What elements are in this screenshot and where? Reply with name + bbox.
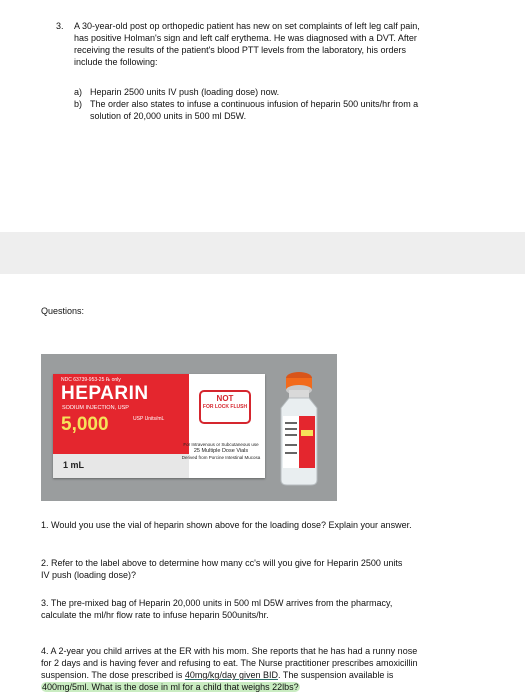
order-letter: a) bbox=[74, 87, 83, 97]
brand-subtitle: SODIUM INJECTION, USP bbox=[62, 405, 129, 411]
order-text: The order also states to infuse a continuous infusion of heparin 500 units/hr from a bbox=[90, 99, 419, 109]
ndc-code: NDC 63739-953-25 ℞ only bbox=[61, 377, 121, 383]
order-letter: b) bbox=[74, 99, 83, 109]
question-line: 3. The pre-mixed bag of Heparin 20,000 units in 500 ml D5W arrives from the pharmacy, bbox=[41, 598, 393, 608]
order-text: Heparin 2500 units IV push (loading dose) now. bbox=[90, 87, 280, 97]
question-line: for 2 days and is having fever and refusing to eat. The Nurse practitioner prescribes amoxicillin bbox=[41, 658, 418, 668]
source-label: Derived from Porcine Intestinal Mucosa bbox=[181, 454, 261, 460]
problem-number: 3. bbox=[56, 21, 64, 31]
underlined-dose: 40mg/kg/day given BID bbox=[184, 670, 278, 680]
question-line: 4. A 2-year you child arrives at the ER with his mom. She reports that he has had a runny nose bbox=[41, 646, 418, 656]
highlighted-question: 400mg/5ml. What is the dose in ml for a child that weighs 22lbs? bbox=[42, 682, 299, 692]
order-item bbox=[74, 86, 474, 98]
problem-line: receiving the results of the patient's blood PTT levels from the laboratory, his orders bbox=[74, 45, 407, 55]
heparin-product-image bbox=[41, 354, 337, 501]
lock-flush-label: FOR LOCK FLUSH bbox=[202, 404, 248, 410]
problem-line: has positive Holman's sign and left calf erythema. He was diagnosed with a DVT. After bbox=[74, 33, 417, 43]
order-item bbox=[74, 98, 474, 122]
volume-label: 1 mL bbox=[63, 460, 85, 470]
page-divider bbox=[0, 232, 525, 274]
not-for-lock-flush-badge bbox=[199, 390, 251, 424]
page-top bbox=[0, 0, 525, 232]
question-text: . The suspension available is bbox=[277, 670, 394, 680]
brand-name: HEPARIN bbox=[61, 383, 149, 404]
order-list bbox=[74, 86, 474, 122]
package-label: 25 Multiple Dose Vials bbox=[193, 447, 249, 454]
question-1 bbox=[41, 519, 481, 531]
question-line: 1. Would you use the vial of heparin shown above for the loading dose? Explain your answer. bbox=[41, 520, 412, 530]
problem-line: include the following: bbox=[74, 57, 158, 67]
strength-value: 5,000 bbox=[61, 414, 109, 435]
questions-heading: Questions: bbox=[41, 306, 85, 316]
not-label: NOT bbox=[216, 394, 234, 403]
question-3 bbox=[41, 597, 481, 621]
problem-line: A 30-year-old post op orthopedic patient has new on set complaints of left leg calf pain, bbox=[74, 21, 420, 31]
problem-statement bbox=[74, 20, 474, 68]
question-2 bbox=[41, 557, 481, 581]
heparin-carton bbox=[53, 374, 265, 478]
vial-icon bbox=[277, 368, 321, 486]
question-line: IV push (loading dose)? bbox=[41, 570, 137, 580]
order-text: solution of 20,000 units in 500 ml D5W. bbox=[90, 111, 247, 121]
question-text: suspension. The dose prescribed is bbox=[41, 670, 185, 680]
question-line bbox=[41, 669, 481, 681]
strength-units: USP Units/mL bbox=[133, 416, 165, 422]
carton-info bbox=[179, 442, 263, 460]
question-4 bbox=[41, 645, 481, 693]
route-label: For Intravenous or Subcutaneous use bbox=[183, 442, 259, 447]
question-line: 2. Refer to the label above to determine how many cc's will you give for Heparin 2500 units bbox=[41, 558, 403, 568]
question-line bbox=[41, 681, 481, 693]
question-line: calculate the ml/hr flow rate to infuse heparin 500units/hr. bbox=[41, 610, 269, 620]
